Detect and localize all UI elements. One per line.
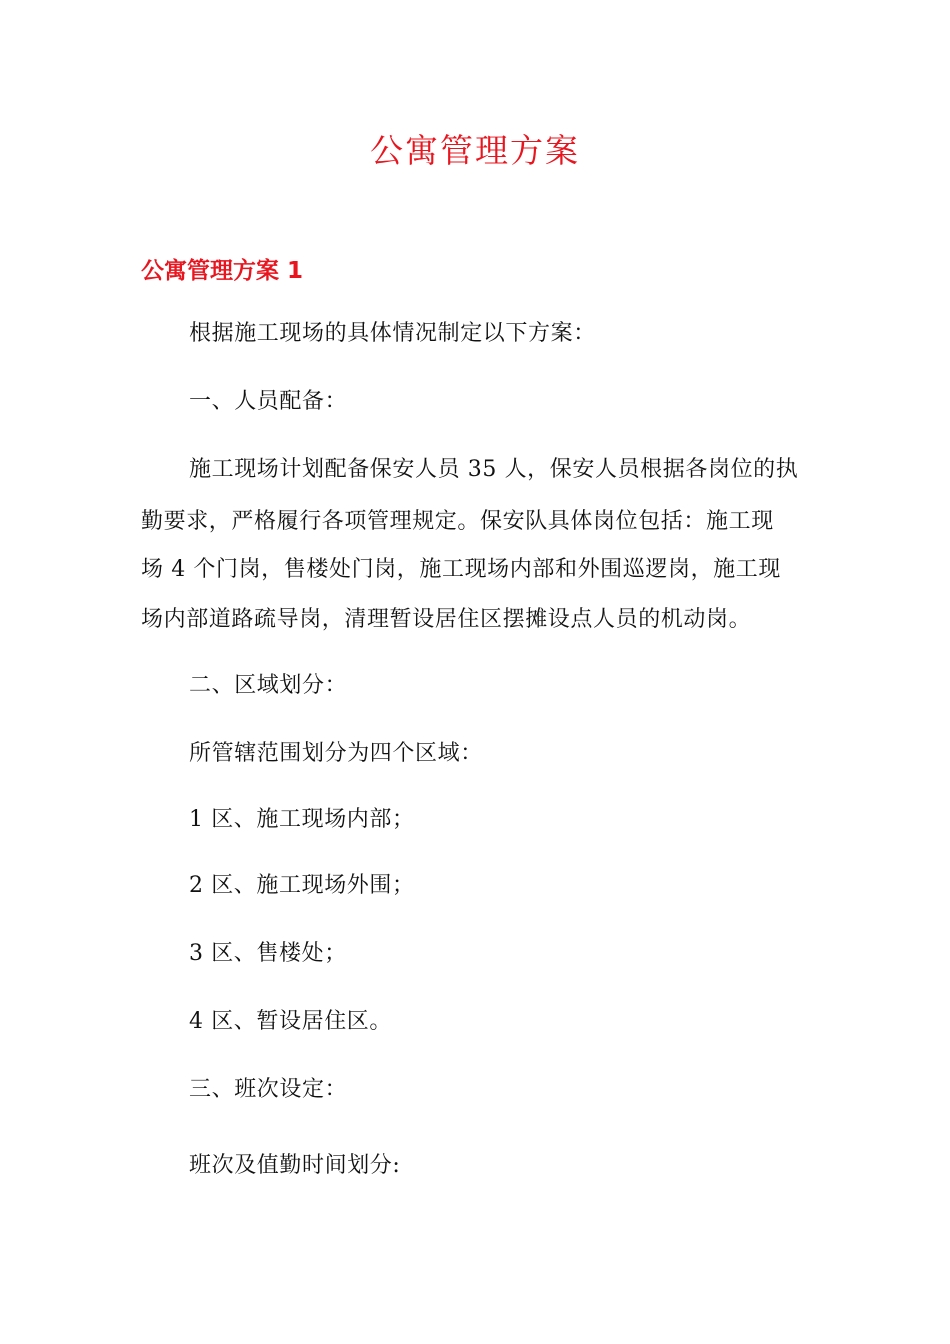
heading-shifts: 三、班次设定： xyxy=(189,1077,348,1102)
paragraph-intro: 根据施工现场的具体情况制定以下方案： xyxy=(189,321,596,346)
paragraph-staffing-line-2: 勤要求，严格履行各项管理规定。保安队具体岗位包括：施工现 xyxy=(141,509,774,534)
list-item-zone-2: 2 区、施工现场外围； xyxy=(189,873,415,898)
document-title: 公寓管理方案 xyxy=(370,131,580,170)
paragraph-staffing-line-1: 施工现场计划配备保安人员 35 人，保安人员根据各岗位的执 xyxy=(189,457,799,482)
list-item-zone-4: 4 区、暂设居住区。 xyxy=(189,1009,392,1034)
heading-staffing: 一、人员配备： xyxy=(189,389,348,414)
paragraph-shifts-intro: 班次及值勤时间划分: xyxy=(189,1153,401,1178)
section-heading: 公寓管理方案 1 xyxy=(141,258,304,284)
heading-zones: 二、区域划分： xyxy=(189,673,348,698)
paragraph-staffing-line-3: 场 4 个门岗，售楼处门岗，施工现场内部和外围巡逻岗，施工现 xyxy=(141,557,781,582)
paragraph-zones-intro: 所管辖范围划分为四个区域： xyxy=(189,741,483,766)
list-item-zone-1: 1 区、施工现场内部； xyxy=(189,807,415,832)
list-item-zone-3: 3 区、售楼处； xyxy=(189,941,347,966)
paragraph-staffing-line-4: 场内部道路疏导岗，清理暂设居住区摆摊设点人员的机动岗。 xyxy=(141,607,752,632)
